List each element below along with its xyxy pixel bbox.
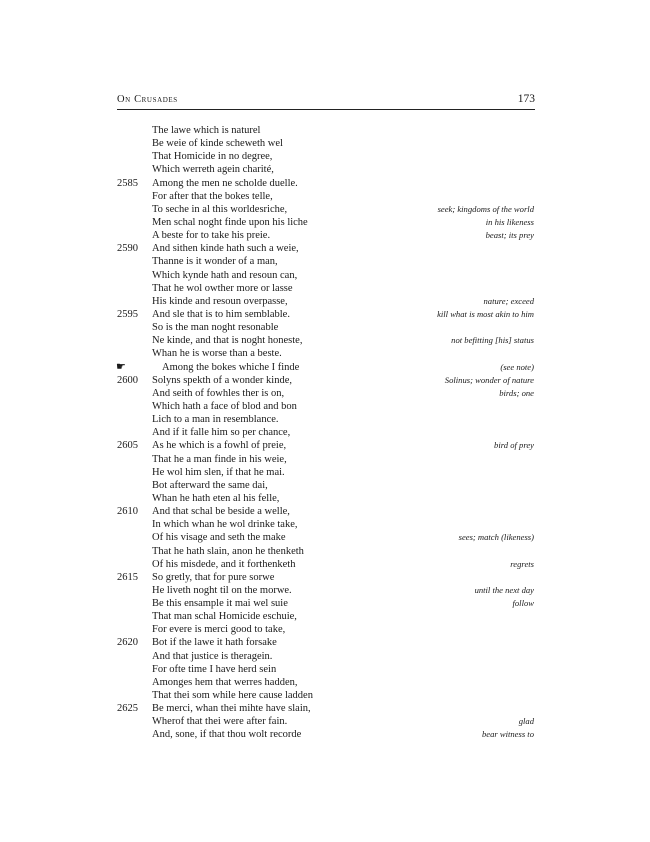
poem-line [0,361,650,374]
poem-line [0,663,650,676]
verse-text: For ofte time I have herd sein [152,663,277,675]
verse-text: Ne kinde, and that is noght honeste, [152,335,303,347]
line-number: 2600 [117,374,138,386]
page-number: 173 [517,93,535,105]
verse-text: Bot afterward the same dai, [152,479,268,491]
verse-text: Among the men ne scholde duelle. [152,177,298,189]
verse-text: For evere is merci good to take, [152,624,286,636]
poem-line [0,374,650,387]
marginal-gloss: sees; match (likeness) [458,532,534,543]
poem-line [0,347,650,360]
poem-line [0,137,650,150]
poem-line [0,255,650,268]
verse-text: Among the bokes whiche I finde [162,361,300,373]
poem-line [0,387,650,400]
poem-line [0,505,650,518]
line-number: 2625 [117,703,138,715]
verse-text: And that justice is theragein. [152,650,273,662]
verse-text: Wherof that thei were after fain. [152,716,288,728]
poem-line [0,702,650,715]
poem-line [0,308,650,321]
marginal-gloss: beast; its prey [485,230,534,241]
poem-line [0,453,650,466]
marginal-gloss: follow [512,598,534,609]
verse-text: Lich to a man in resemblance. [152,414,279,426]
verse-text: Be merci, whan thei mihte have slain, [152,703,311,715]
poem-line [0,400,650,413]
poem-line [0,150,650,163]
verse-text: That thei som while here cause ladden [152,690,313,702]
poem-line [0,610,650,623]
poem-line [0,518,650,531]
poem-line [0,426,650,439]
line-number: 2605 [117,440,138,452]
verse-text: That he hath slain, anon he thenketh [152,545,304,557]
verse-text: So gretly, that for pure sorwe [152,571,275,583]
marginal-gloss: until the next day [474,584,534,595]
poem-line [0,715,650,728]
poem-line [0,531,650,544]
verse-text: That man schal Homicide eschuie, [152,611,297,623]
verse-text: So is the man noght resonable [152,322,279,334]
running-title: On Crusades [117,94,178,105]
verse-text: Which werreth agein charité, [152,164,274,176]
verse-text: And if it falle him so per chance, [152,427,291,439]
verse-text: Which kynde hath and resoun can, [152,269,298,281]
line-number: 2595 [117,308,138,320]
poem-line [0,558,650,571]
poem-line [0,242,650,255]
poem-line [0,466,650,479]
running-header [117,93,535,110]
poem-line [0,439,650,452]
poem-line [0,203,650,216]
verse-text: And, sone, if that thou wolt recorde [152,729,302,741]
line-number: 2590 [117,243,138,255]
verse-text: Thanne is it wonder of a man, [152,256,278,268]
marginal-gloss: (see note) [500,361,534,372]
verse-text: The lawe which is naturel [152,125,261,136]
verse-text: Of his misdede, and it forthenketh [152,558,296,570]
pointing-hand-icon: ☛ [116,360,126,373]
verse-text: And sle that is to him semblable. [152,308,290,320]
poem-line [0,321,650,334]
verse-text: That he wol owther more or lasse [152,282,293,294]
poem-line [0,163,650,176]
verse-text: In which whan he wol drinke take, [152,519,298,531]
verse-text: For after that the bokes telle, [152,190,273,202]
line-number: 2615 [117,571,138,583]
poem-line [0,124,650,137]
marginal-gloss: not befitting [his] status [451,335,534,346]
verse-text: Be weie of kinde scheweth wel [152,138,283,150]
marginal-gloss: bear witness to [481,729,534,740]
poem-line [0,571,650,584]
verse-text: Whan he hath eten al his felle, [152,492,280,504]
verse-text: A beste for to take his preie. [152,230,271,242]
line-number: 2610 [117,506,138,518]
poem-line [0,545,650,558]
poem-line [0,413,650,426]
verse-text: As he which is a fowhl of preie, [152,440,287,452]
poem-line [0,650,650,663]
verse-text: And that schal be beside a welle, [152,506,290,518]
poem-lines [0,124,650,742]
verse-text: Be this ensample it mai wel suie [152,598,288,610]
poem-line [0,177,650,190]
marginal-gloss: in his likeness [485,216,534,227]
poem-line [0,636,650,649]
poem-line [0,229,650,242]
poem-line [0,216,650,229]
verse-text: His kinde and resoun overpasse, [152,295,288,307]
verse-text: And sithen kinde hath such a weie, [152,243,299,255]
poem-line [0,479,650,492]
verse-text: He wol him slen, if that he mai. [152,466,285,478]
marginal-gloss: nature; exceed [483,295,534,306]
poem-line [0,282,650,295]
poem-line [0,584,650,597]
verse-text: That Homicide in no degree, [152,151,273,163]
poem-line [0,597,650,610]
poem-line [0,492,650,505]
verse-text: Which hath a face of blod and bon [152,400,297,412]
poem-line [0,190,650,203]
verse-text: Men schal noght finde upon his liche [152,216,308,228]
marginal-gloss: Solinus; wonder of nature [444,374,534,385]
poem-line [0,689,650,702]
line-number: 2620 [117,637,138,649]
poem-line [0,728,650,741]
marginal-gloss: bird of prey [494,440,534,451]
verse-text: To seche in al this worldesriche, [152,203,288,215]
verse-text: Of his visage and seth the make [152,532,286,544]
verse-text: And seith of fowhles ther is on, [152,387,285,399]
verse-text: Bot if the lawe it hath forsake [152,637,277,649]
line-number: 2585 [117,177,138,189]
poem-line [0,623,650,636]
poem-line [0,334,650,347]
marginal-gloss: regrets [510,558,534,569]
marginal-gloss: glad [518,716,534,727]
marginal-gloss: birds; one [499,387,534,398]
verse-text: Whan he is worse than a beste. [152,348,282,360]
poem-line [0,269,650,282]
verse-text: He liveth noght til on the morwe. [152,584,292,596]
marginal-gloss: kill what is most akin to him [437,308,534,319]
poem-line [0,295,650,308]
verse-text: Amonges hem that werres hadden, [152,676,298,688]
verse-text: That he a man finde in his weie, [152,453,287,465]
verse-text: Solyns spekth of a wonder kinde, [152,374,292,386]
poem-line [0,676,650,689]
marginal-gloss: seek; kingdoms of the world [437,203,534,214]
